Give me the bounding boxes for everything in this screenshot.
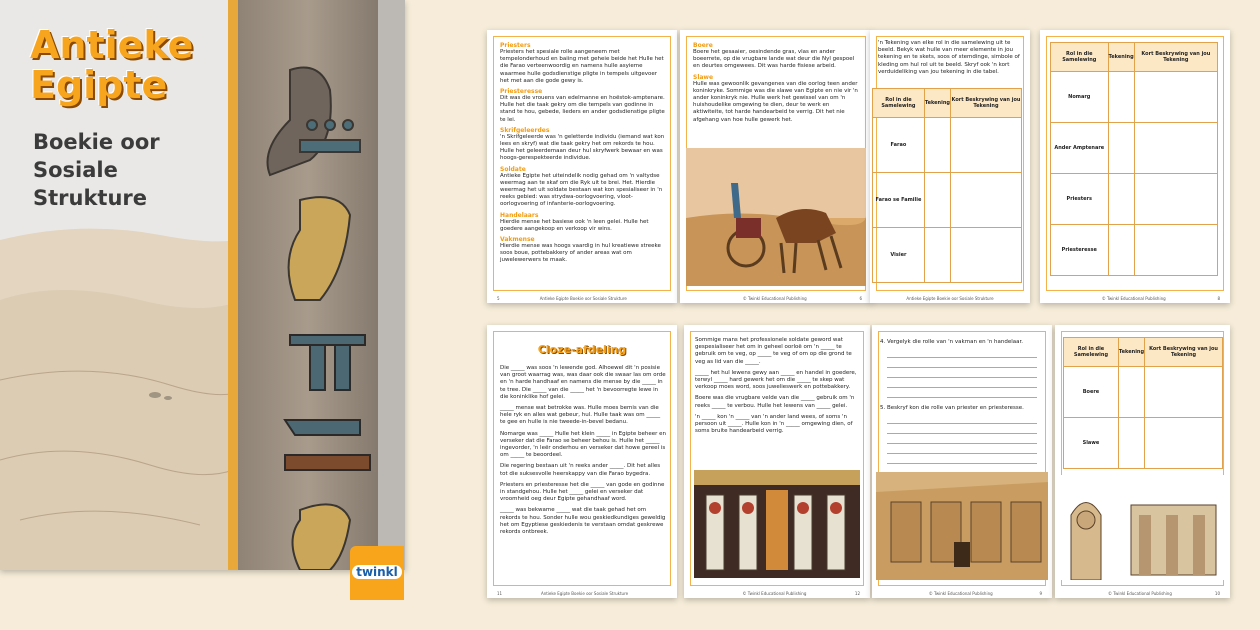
row-role: Boere xyxy=(1064,367,1119,418)
cloze-paragraph: _____ mense wat betrokke was. Hulle moes bemis van die hele ryk en alles wat gebeur, hul. Hulle taak was om _____ te gee en hulle is nie tweede-in-bevel bedanu. xyxy=(500,405,661,426)
page-footer: Antieke Egipte Boekie oor Sosiale Strukture xyxy=(906,296,994,301)
table-row xyxy=(1064,367,1223,418)
section-heading: Soldate xyxy=(500,165,526,173)
spread1-right-text xyxy=(693,42,859,127)
section-text: Antieke Egipte het uiteindelik nodig gehad om 'n valtydse weermag aan te skaf om die Ryk uit te brei. Het. Hierdie weermag het uit soldate bestaan wat kon spesialiseer in 'n reeks gebied: was strydwa-oorlogvoering, vloot-oorlogvoering of infanterie-oorlogvoering. xyxy=(500,172,663,208)
drawing-cell xyxy=(1108,174,1134,225)
row-role: Priesters xyxy=(1051,174,1109,225)
question-4: 4. Vergelyk die rolle van 'n vakman en 'n handelaar. xyxy=(880,339,1024,345)
table-row xyxy=(873,173,1022,228)
chariot-illustration xyxy=(686,148,866,286)
spread3-middle-page xyxy=(684,325,870,598)
table-header: Tekening xyxy=(924,89,950,118)
cloze-paragraph: Die _____ was soos 'n lewende god. Alhoewel dit 'n posisie van groot waarrag was, was daar ook die swaar las om orde en 'n harde handhaaf en namens die mense by die _____ in te tree. Die _____ van die _____ het 'n bevoorregte lewe in die koninklike hof gelei. xyxy=(500,365,666,400)
page-number: 5 xyxy=(497,296,500,301)
description-cell xyxy=(1145,367,1223,418)
page-footer: Antieke Egipte Boekie oor Sosiale Strukture xyxy=(539,296,627,301)
row-role: Priesteresse xyxy=(1051,225,1109,276)
spread3-right-page xyxy=(1055,325,1230,598)
spread3-right-table xyxy=(1063,337,1223,469)
page-number: 8 xyxy=(1217,296,1220,301)
table-header: Kort Beskrywing van jou Tekening xyxy=(1145,338,1223,367)
row-role: Farao se Familie xyxy=(873,173,925,228)
drawing-cell xyxy=(1108,225,1134,276)
drawing-cell xyxy=(1118,367,1144,418)
page-number: 6 xyxy=(859,296,862,301)
section-heading: Priesters xyxy=(500,42,531,49)
abu-simbel-illustration xyxy=(876,472,1048,580)
twinkl-logo-text: twinkl xyxy=(352,565,402,579)
table-row xyxy=(1051,72,1218,123)
spread1-left-page xyxy=(487,30,677,303)
table-header: Rol in die Samelewing xyxy=(873,89,925,118)
cover-title xyxy=(30,25,250,105)
spread2-left-table xyxy=(872,88,1022,283)
spread3-cloze-page xyxy=(487,325,677,598)
description-cell xyxy=(1134,174,1217,225)
cloze-paragraph: _____ het hul lewens gewy aan _____ en handel in goedere, terwyl _____ hard gewerk het om die _____ te skep wat verkoop moes word, soos juwelieswerk en pottebakkery. xyxy=(695,369,857,391)
page-footer: © Twinkl Educational Publishing xyxy=(742,591,807,596)
description-cell xyxy=(1134,72,1217,123)
table-header: Rol in die Samelewing xyxy=(1064,338,1119,367)
drawing-cell xyxy=(1118,418,1144,469)
drawing-cell xyxy=(1108,123,1134,174)
spread3-question-page xyxy=(872,325,1052,598)
drawing-cell xyxy=(924,118,950,173)
section-heading: Vakmense xyxy=(500,236,535,244)
spread2-intro: 'n Tekening van elke rol in die samelewing uit te beeld. Bekyk wat hulle van meer elemente in jou tekening en te skets, soos of stemdinge, simbole of kleding om hul rol uit te beeld. Skryf ook 'n kort verduideliking van jou tekening in die tabel. xyxy=(878,40,1020,75)
cover-title-line2: Egipte xyxy=(30,63,168,107)
table-header: Rol in die Samelewing xyxy=(1051,43,1109,72)
section-text: Hierdie mense het basiese ook 'n leen gelei. Hulle het goedere aangekoop en verkoop vir wins. xyxy=(500,218,649,232)
cloze-paragraph: Boere was die vrugbare velde van die _____ gebruik om 'n reeks _____ te verbou. Hulle het lewens van _____ gelei. xyxy=(695,395,855,409)
cover-title-line1: Antieke xyxy=(30,23,194,67)
cloze-text xyxy=(500,365,666,540)
row-role: Visier xyxy=(873,228,925,283)
row-role: Nomarg xyxy=(1051,72,1109,123)
cloze-title: Cloze-afdeling xyxy=(537,343,627,356)
cloze-paragraph: 'n _____ kon 'n _____ van 'n ander land wees, of soms 'n persoon uit _____. Hulle kon in 'n _____ omgewing dien, of soms bruite handearbeid verrig. xyxy=(695,413,853,435)
section-text: Hulle was gewoonlik gevangenes van die oorlog teen ander koninkryke. Sommige was die slawe van Egipte en nie vir 'n ander koninkryk nie. Hulle werk het gewissel van om 'n huishoudelike omgewing te dien, deur te werk en aktiwiteite, tot harde handearbeid te verrig. Dit het nie afgehang van hoe hulle gewerk het. xyxy=(693,80,858,123)
table-row xyxy=(1051,174,1218,225)
page-footer: © Twinkl Educational Publishing xyxy=(1101,296,1166,301)
description-cell xyxy=(1145,418,1223,469)
question-5: 5. Beskryf kon die rolle van priester en priesteresse. xyxy=(880,405,1024,411)
page-number: 10 xyxy=(1214,591,1220,596)
temple-statues-illustration xyxy=(694,470,860,578)
page-footer: Antieke Egipte Boekie oor Sosiale Strukture xyxy=(540,591,629,596)
drawing-cell xyxy=(1108,72,1134,123)
table-header: Tekening xyxy=(1118,338,1144,367)
table-header: Kort Beskrywing van jou Tekening xyxy=(1134,43,1217,72)
section-heading: Slawe xyxy=(693,73,714,81)
cover-subtitle-line2: Sosiale xyxy=(33,158,118,182)
cover-subtitle xyxy=(33,128,233,212)
section-text: Hierdie mense was hoogs vaardig in hul kreatiewe streeke soos boue, pottebakkery of ander areas wat om juwelewerwers te maak. xyxy=(500,243,661,264)
cloze-paragraph: Die regering bestaan uit 'n reeks ander _____. Dit het alles tot die suksesvolle heerskappy van die Farao bygedra. xyxy=(500,463,661,477)
table-header: Tekening xyxy=(1108,43,1134,72)
cloze-paragraph: Nomarge was _____ Hulle het klein _____ in Egipte beheer en verseker dat die Farao se beheer behou is. Hulle het _____ ingevorder, 'n leër onderhou en verseker dat howe gereel is om _____ te beoordeel. xyxy=(500,430,666,459)
row-role: Slawe xyxy=(1064,418,1119,469)
cloze-paragraph: Sommige mans het professionele soldate geword wat gespesialiseer het om in geheel oorloë om 'n _____ te gebruik om te veg, op _____ te veg of om op die grond te veg as lid van die _____. xyxy=(695,337,852,365)
page-number: 9 xyxy=(1039,591,1042,596)
description-cell xyxy=(1134,123,1217,174)
page-number: 11 xyxy=(497,591,503,596)
section-heading: Skrifgeleerdes xyxy=(500,126,550,134)
description-cell xyxy=(1134,225,1217,276)
spread1-right-page xyxy=(680,30,872,303)
section-text: Boere het gesaaier, oesindende gras, vlas en ander boeerrete, op die vrugbare lande wat deur die Nyl gespoel en deurtes omgewees. Dit was harde fisiese arbeid. xyxy=(693,49,855,70)
table-row xyxy=(873,118,1022,173)
table-row xyxy=(873,228,1022,283)
pharaoh-statues-illustration xyxy=(1061,475,1224,580)
table-row xyxy=(1051,225,1218,276)
spread1-left-text xyxy=(500,42,666,268)
table-header: Kort Beskrywing van jou Tekening xyxy=(950,89,1021,118)
spread2-right-page xyxy=(1040,30,1230,303)
section-text: Dit was die vrouens van edelmanne en hoëstok-amptenare. Hulle het die taak gekry om die tempels van godinne in stand te hou, gebede, lieders en ander godsdienstige pligte te lei. xyxy=(500,95,665,123)
cover-subtitle-line3: Strukture xyxy=(33,186,148,210)
spread2-left-page xyxy=(870,30,1030,303)
description-cell xyxy=(950,173,1021,228)
section-heading: Boere xyxy=(693,42,713,49)
cover-subtitle-line1: Boekie oor xyxy=(33,130,160,154)
section-text: Priesters het spesiale rolle aangeneem met tempelonderhoud en baiing met geheie beide het Hulle het die Farao verteenwoordig en namens hulle asyieme waarmee hulle godsdienstige pligte in tempels uitgevoer het met aan die gode gewy is. xyxy=(500,49,664,84)
cloze-paragraph: Priesters en priesteresse het die _____ van gode en godinne in standgehou. Hulle het _____ gelei en verseker dat vroomheid oeg deur Egipte gehandhaaf word. xyxy=(500,481,665,503)
booklet-cover xyxy=(0,0,405,570)
section-heading: Handelaars xyxy=(500,211,539,219)
page-footer: © Twinkl Educational Publishing xyxy=(928,591,993,596)
table-row xyxy=(1051,123,1218,174)
drawing-cell xyxy=(924,228,950,283)
section-text: 'n Skrifgeleerde was 'n geletterde individu (iemand wat kon lees en skryf) wat die taak gekry het om rekords te hou. Hulle het geleerdemaan deur hul skryfwerk bewaar en was hoogs-gerespekteerde individue. xyxy=(500,133,665,162)
page-footer: © Twinkl Educational Publishing xyxy=(742,296,807,301)
description-cell xyxy=(950,228,1021,283)
page-number: 12 xyxy=(854,591,860,596)
row-role: Ander Amptenare xyxy=(1051,123,1109,174)
table-row xyxy=(1064,418,1223,469)
row-role: Farao xyxy=(873,118,925,173)
spread2-right-table xyxy=(1050,42,1218,276)
page-footer: © Twinkl Educational Publishing xyxy=(1108,591,1172,596)
section-heading: Priesteresse xyxy=(500,88,543,96)
middle-cloze-text xyxy=(695,337,859,439)
description-cell xyxy=(950,118,1021,173)
drawing-cell xyxy=(924,173,950,228)
cloze-paragraph: _____ was bekwame _____ wat die taak gehad het om rekords te hou. Sonder hulle wou geskiedkundiges geweldig het om Egyptiese geskiedenis te verstaan omdat geskrewe rekords ontbreek. xyxy=(500,507,666,536)
